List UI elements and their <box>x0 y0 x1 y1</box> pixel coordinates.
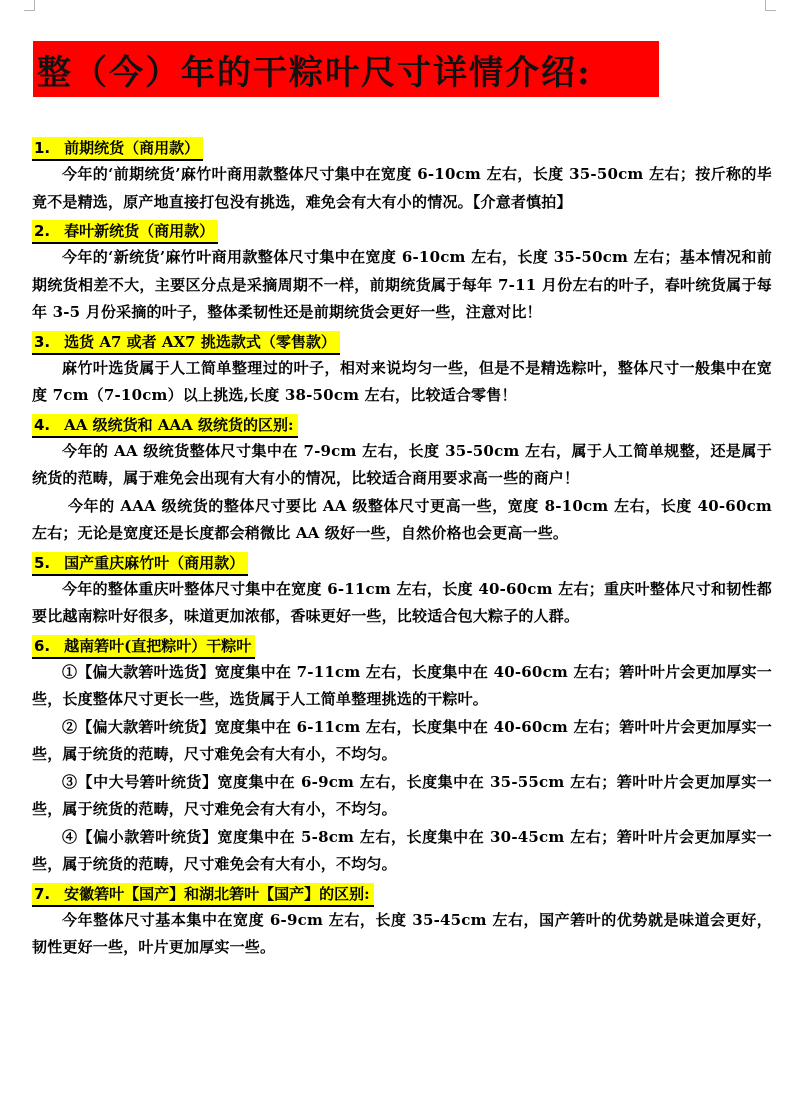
document-body <box>32 133 772 962</box>
section-7 <box>32 879 772 962</box>
section-number: 4. <box>34 415 51 434</box>
section-number: 2. <box>34 222 51 240</box>
section-heading-text: 国产重庆麻竹叶（商用款） <box>64 553 245 572</box>
section-heading-text: 选货 A7 或者 AX7 挑选款式（零售款） <box>64 332 336 351</box>
section-heading <box>32 137 203 161</box>
section-2 <box>32 216 772 327</box>
paragraph: ④【偏小款箬叶统货】宽度集中在 5-8cm 左右，长度集中在 30-45cm 左右；箬叶叶片会更加厚实一些，属于统货的范畴，尺寸难免会有大有小，不均匀。 <box>32 827 772 873</box>
page-corner-mark-left <box>24 0 35 11</box>
section-5 <box>32 548 772 631</box>
paragraph: ③【中大号箬叶统货】宽度集中在 6-9cm 左右，长度集中在 35-55cm 左右；箬叶叶片会更加厚实一些，属于统货的范畴，尺寸难免会有大有小，不均匀。 <box>32 772 772 818</box>
paragraph: 今年的‘新统货’麻竹叶商用款整体尺寸集中在宽度 6-10cm 左右，长度 35-50cm 左右；基本情况和前期统货相差不大，主要区分点是采摘周期不一样，前期统货属于每年 7-11 月份左右的叶子，春叶统货属于每年 3-5 月份采摘的叶子，整体柔韧性还是前期统货会更好一些，注意对比！ <box>32 248 772 321</box>
section-heading-text: 前期统货（商用款） <box>64 139 200 157</box>
paragraph: ①【偏大款箬叶选货】宽度集中在 7-11cm 左右，长度集中在 40-60cm 左右；箬叶叶片会更加厚实一些，长度整体尺寸更长一些，选货属于人工简单整理挑选的干粽叶。 <box>32 662 772 708</box>
section-3 <box>32 327 772 410</box>
paragraph: 麻竹叶选货属于人工简单整理过的叶子，相对来说均匀一些，但是不是精选粽叶，整体尺寸一般集中在宽度 7cm（7-10cm）以上挑选,长度 38-50cm 左右，比较适合零售！ <box>32 358 772 404</box>
section-heading <box>32 414 298 438</box>
section-heading <box>32 552 248 576</box>
section-6 <box>32 631 772 879</box>
section-number: 1. <box>34 139 51 157</box>
paragraph: 今年的‘前期统货’麻竹叶商用款整体尺寸集中在宽度 6-10cm 左右，长度 35-50cm 左右；按斤称的毕竟不是精选，原产地直接打包没有挑选，难免会有大有小的情况。【介意者慎拍】 <box>32 165 772 211</box>
section-heading-text: 越南箬叶(直把粽叶）干粽叶 <box>64 636 252 655</box>
page-corner-mark-right <box>765 0 776 11</box>
section-4 <box>32 410 772 548</box>
section-heading <box>32 635 255 659</box>
paragraph: 今年的 AAA 级统货的整体尺寸要比 AA 级整体尺寸更高一些，宽度 8-10cm 左右，长度 40-60cm 左右；无论是宽度还是长度都会稍微比 AA 级好一些，自然价格也会更高一些。 <box>32 496 772 542</box>
section-heading-text: 安徽箬叶【国产】和湖北箬叶【国产】的区别: <box>64 884 370 903</box>
section-heading <box>32 331 340 355</box>
section-heading <box>32 883 374 907</box>
section-heading <box>32 220 218 244</box>
paragraph: ②【偏大款箬叶统货】宽度集中在 6-11cm 左右，长度集中在 40-60cm 左右；箬叶叶片会更加厚实一些，属于统货的范畴，尺寸难免会有大有小，不均匀。 <box>32 717 772 763</box>
section-1 <box>32 133 772 216</box>
section-number: 7. <box>34 884 51 903</box>
title-banner <box>33 41 659 97</box>
page-title: 整（今）年的干粽叶尺寸详情介绍: <box>37 52 592 93</box>
section-number: 6. <box>34 636 51 655</box>
paragraph: 今年整体尺寸基本集中在宽度 6-9cm 左右，长度 35-45cm 左右，国产箬叶的优势就是味道会更好，韧性更好一些，叶片更加厚实一些。 <box>32 910 772 956</box>
section-number: 5. <box>34 553 51 572</box>
section-number: 3. <box>34 332 51 351</box>
section-heading-text: 春叶新统货（商用款） <box>64 222 215 240</box>
paragraph: 今年的 AA 级统货整体尺寸集中在 7-9cm 左右，长度 35-50cm 左右，属于人工简单规整，还是属于统货的范畴，属于难免会出现有大有小的情况，比较适合商用要求高一些的商户！ <box>32 441 772 487</box>
section-heading-text: AA 级统货和 AAA 级统货的区别: <box>64 415 294 434</box>
paragraph: 今年的整体重庆叶整体尺寸集中在宽度 6-11cm 左右，长度 40-60cm 左右；重庆叶整体尺寸和韧性都要比越南粽叶好很多，味道更加浓郁，香味更好一些，比较适合包大粽子的人群。 <box>32 579 772 625</box>
